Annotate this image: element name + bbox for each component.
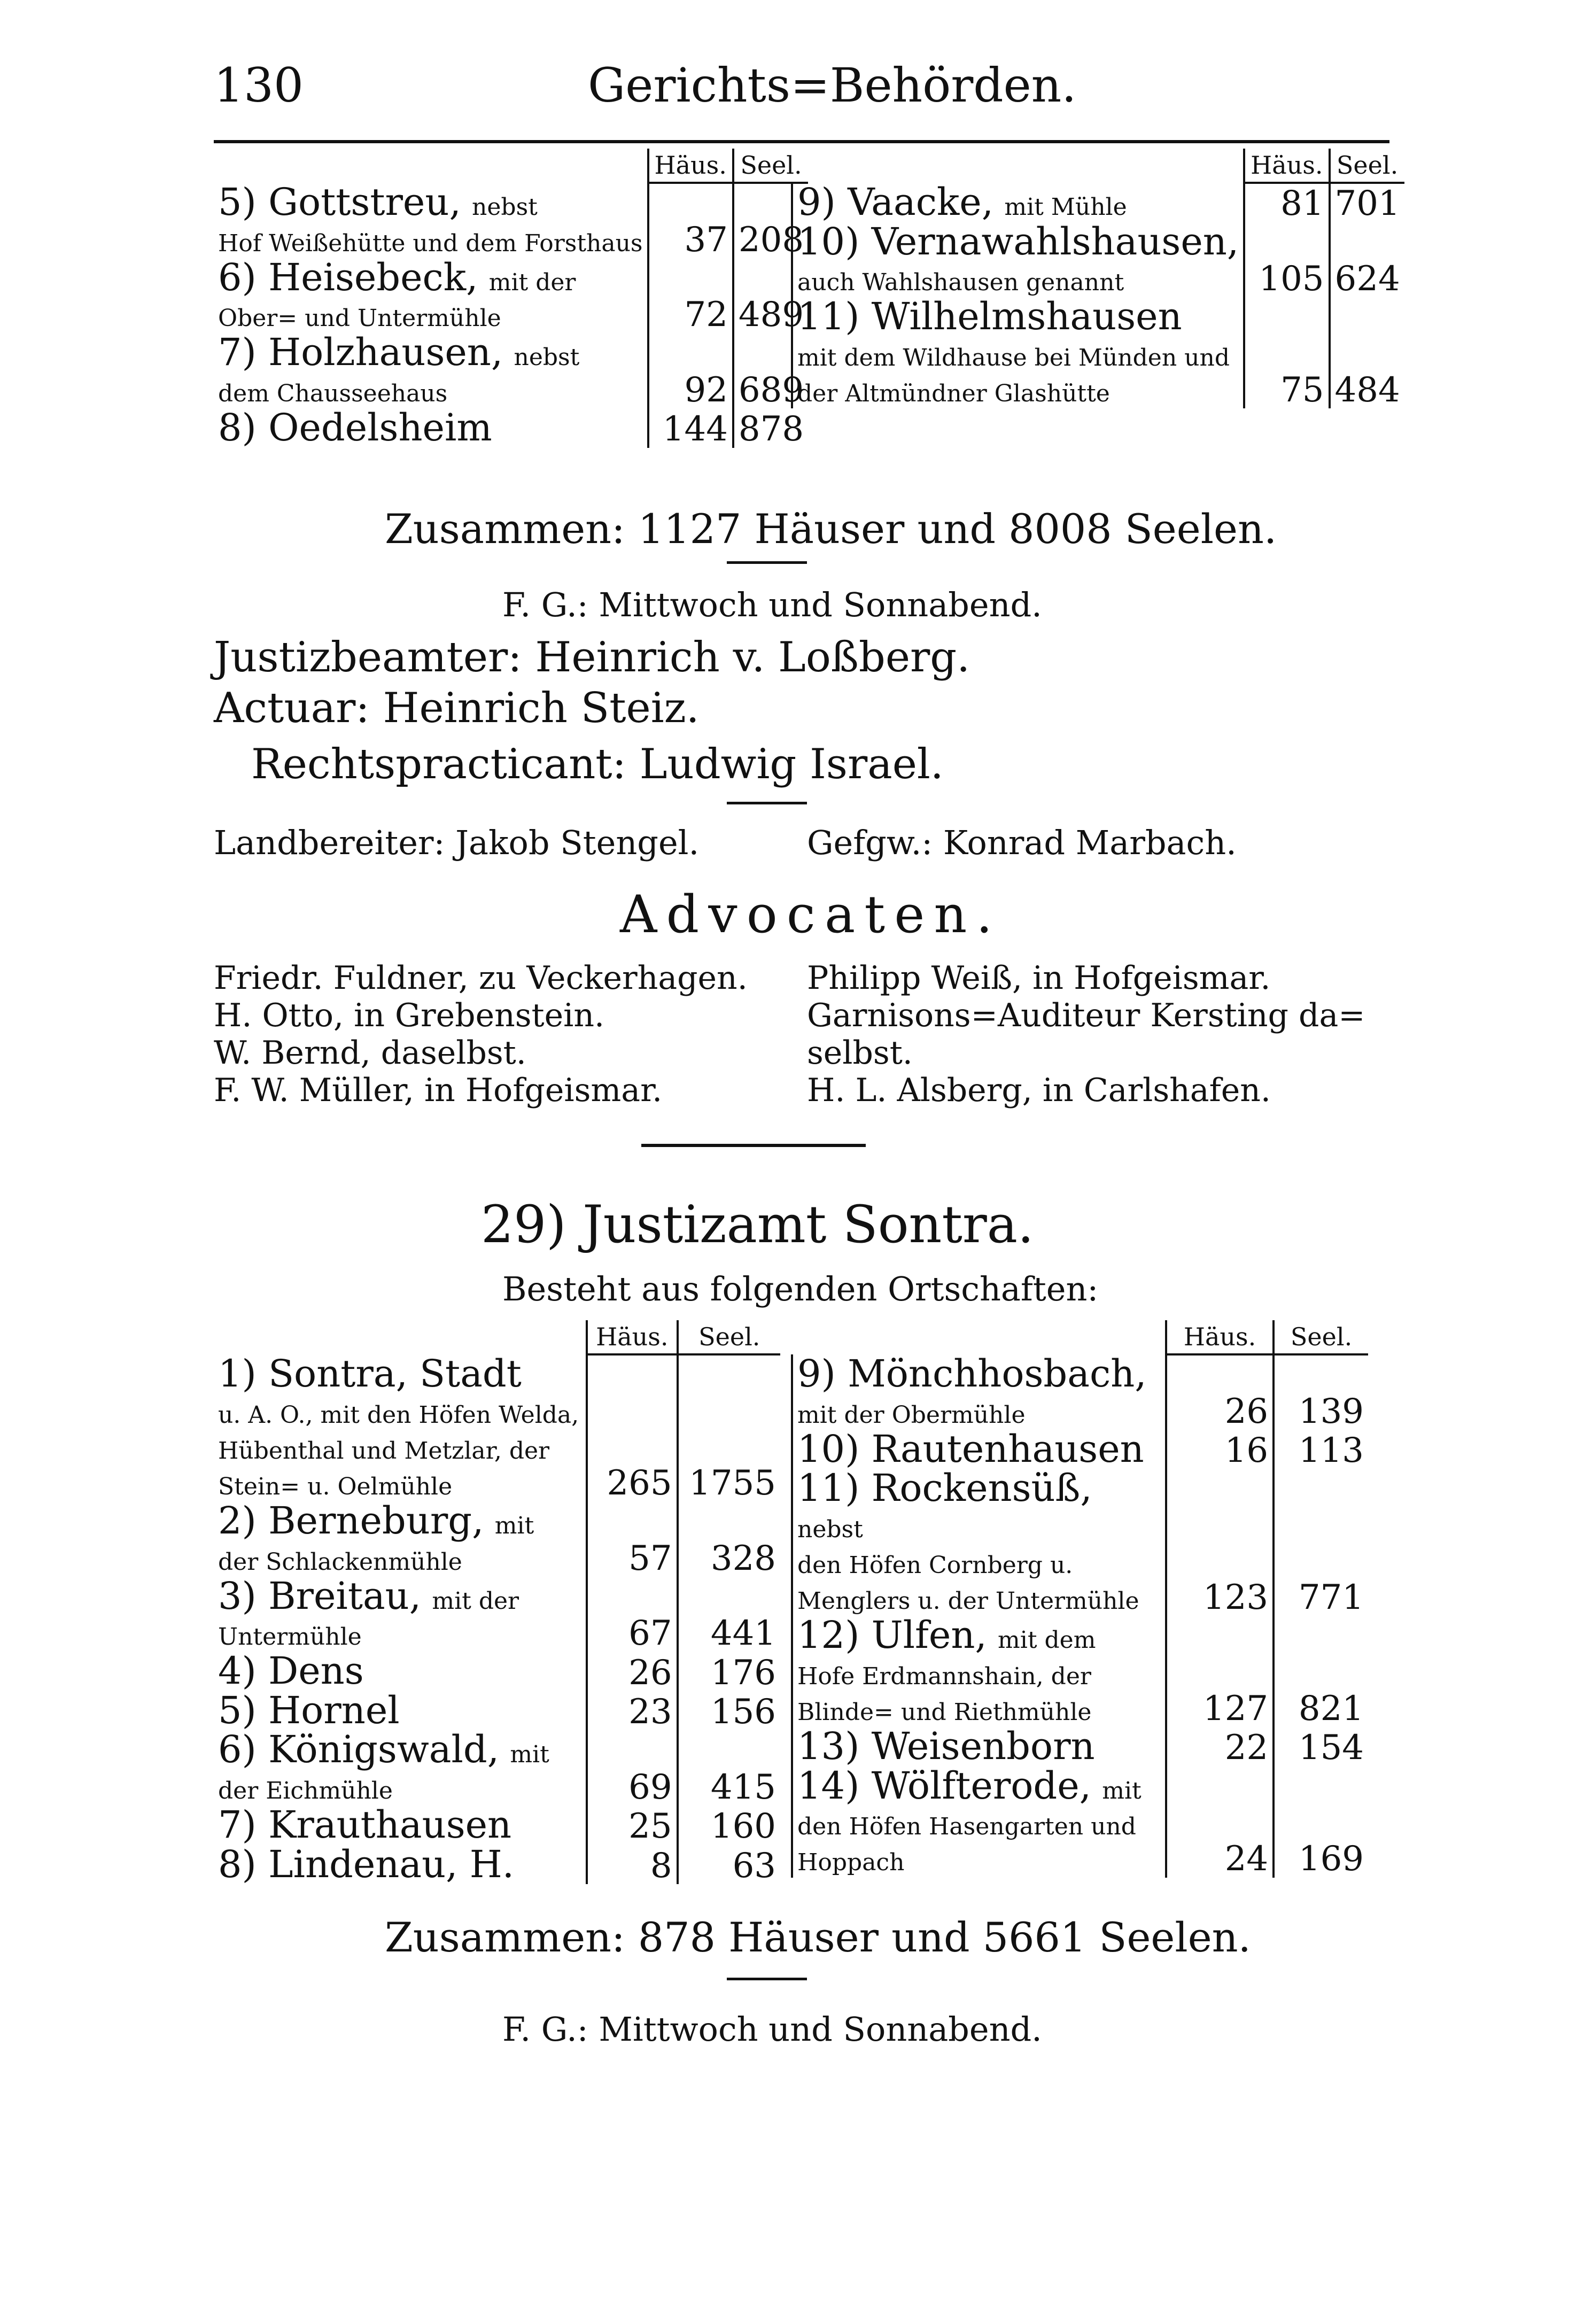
advocate-left-3: W. Bernd, daselbst. bbox=[214, 1034, 526, 1072]
col-souls-label: Seel. bbox=[733, 149, 808, 183]
table-row: 7) Holzhausen, nebst dem Chausseehaus 92 689 bbox=[214, 333, 808, 408]
table-row: 1) Sontra, Stadt u. A. O., mit den Höfen Welda, Hübenthal und Metzlar, der Stein= u. Oelmühle 265 1755 bbox=[214, 1354, 780, 1501]
advocate-right-1: Philipp Weiß, in Hofgeismar. bbox=[807, 959, 1271, 997]
table-row: 2) Berneburg, mit der Schlackenmühle 57 328 bbox=[214, 1501, 780, 1577]
table-row: 6) Heisebeck, mit der Ober= und Untermühle 72 489 bbox=[214, 258, 808, 334]
col-houses-label: Häus. bbox=[587, 1320, 678, 1354]
table-row: 5) Gottstreu, nebst Hof Weißehütte und dem Forsthaus 37 208 bbox=[214, 183, 808, 258]
table-row: 9) Vaacke, mit Mühle 81 701 bbox=[792, 183, 1404, 222]
table-row: 13) Weisenborn 22 154 bbox=[792, 1727, 1368, 1767]
table-row: 10) Rautenhausen 16 113 bbox=[792, 1430, 1368, 1469]
table-row: 14) Wölfterode, mit den Höfen Hasengarten und Hoppach 24 169 bbox=[792, 1767, 1368, 1878]
actuary: Actuar: Heinrich Steiz. bbox=[214, 684, 700, 732]
col-houses-label: Häus. bbox=[1166, 1320, 1274, 1354]
advocate-right-3: selbst. bbox=[807, 1034, 913, 1072]
table-row: 5) Hornel 23 156 bbox=[214, 1691, 780, 1731]
page-number: 130 bbox=[214, 58, 304, 113]
page-title: Gerichts=Behörden. bbox=[588, 58, 1077, 113]
table-row: 4) Dens 26 176 bbox=[214, 1652, 780, 1691]
table-row: 11) Wilhelmshausen mit dem Wildhause bei Münden und der Altmündner Glashütte 75 484 bbox=[792, 297, 1404, 408]
advocate-left-2: H. Otto, in Grebenstein. bbox=[214, 997, 605, 1034]
land-rider: Landbereiter: Jakob Stengel. bbox=[214, 823, 700, 862]
advocate-right-4: H. L. Alsberg, in Carlshafen. bbox=[807, 1072, 1271, 1109]
col-houses-label: Häus. bbox=[1244, 149, 1329, 183]
col-houses-label: Häus. bbox=[648, 149, 733, 183]
advocate-right-2: Garnisons=Auditeur Kersting da= bbox=[807, 997, 1365, 1034]
court-days-2: F. G.: Mittwoch und Sonnabend. bbox=[502, 2010, 1042, 2049]
advocate-left-4: F. W. Müller, in Hofgeismar. bbox=[214, 1072, 663, 1109]
col-souls-label: Seel. bbox=[1274, 1320, 1368, 1354]
table-row: 9) Mönchhosbach, mit der Obermühle 26 139 bbox=[792, 1354, 1368, 1430]
table-row: 8) Lindenau, H. 8 63 bbox=[214, 1845, 780, 1885]
divider bbox=[727, 561, 807, 564]
header-rule bbox=[214, 140, 1389, 143]
table-row: 12) Ulfen, mit dem Hofe Erdmannshain, der Blinde= und Riethmühle 127 821 bbox=[792, 1616, 1368, 1727]
table2-left bbox=[214, 1320, 780, 1884]
table1-right bbox=[791, 149, 1404, 408]
table-row: 11) Rockensüß, nebst den Höfen Cornberg u. Menglers u. der Untermühle 123 771 bbox=[792, 1469, 1368, 1616]
table-row: 10) Vernawahlshausen, auch Wahlshausen genannt 105 624 bbox=[792, 222, 1404, 298]
table1-total: Zusammen: 1127 Häuser und 8008 Seelen. bbox=[385, 505, 1277, 553]
practicant: Rechtspracticant: Ludwig Israel. bbox=[251, 740, 944, 788]
table-row: 3) Breitau, mit der Untermühle 67 441 bbox=[214, 1577, 780, 1652]
table2-right bbox=[791, 1320, 1368, 1878]
table1-left bbox=[214, 149, 808, 448]
table-row: 7) Krauthausen 25 160 bbox=[214, 1806, 780, 1845]
table-row: 8) Oedelsheim 144 878 bbox=[214, 408, 808, 448]
advocate-left-1: Friedr. Fuldner, zu Veckerhagen. bbox=[214, 959, 748, 997]
col-souls-label: Seel. bbox=[678, 1320, 780, 1354]
section-rule bbox=[641, 1144, 866, 1147]
divider bbox=[727, 802, 807, 804]
col-souls-label: Seel. bbox=[1330, 149, 1404, 183]
advocates-heading: Advocaten. bbox=[620, 885, 1002, 944]
jailer: Gefgw.: Konrad Marbach. bbox=[807, 823, 1237, 862]
table-row: 6) Königswald, mit der Eichmühle 69 415 bbox=[214, 1730, 780, 1806]
section-title: 29) Justizamt Sontra. bbox=[481, 1195, 1034, 1254]
court-days: F. G.: Mittwoch und Sonnabend. bbox=[502, 585, 1042, 624]
section-subtitle: Besteht aus folgenden Ortschaften: bbox=[502, 1269, 1099, 1308]
divider bbox=[727, 1978, 807, 1980]
justice-official: Justizbeamter: Heinrich v. Loßberg. bbox=[214, 633, 970, 681]
table2-total: Zusammen: 878 Häuser und 5661 Seelen. bbox=[385, 1914, 1251, 1961]
